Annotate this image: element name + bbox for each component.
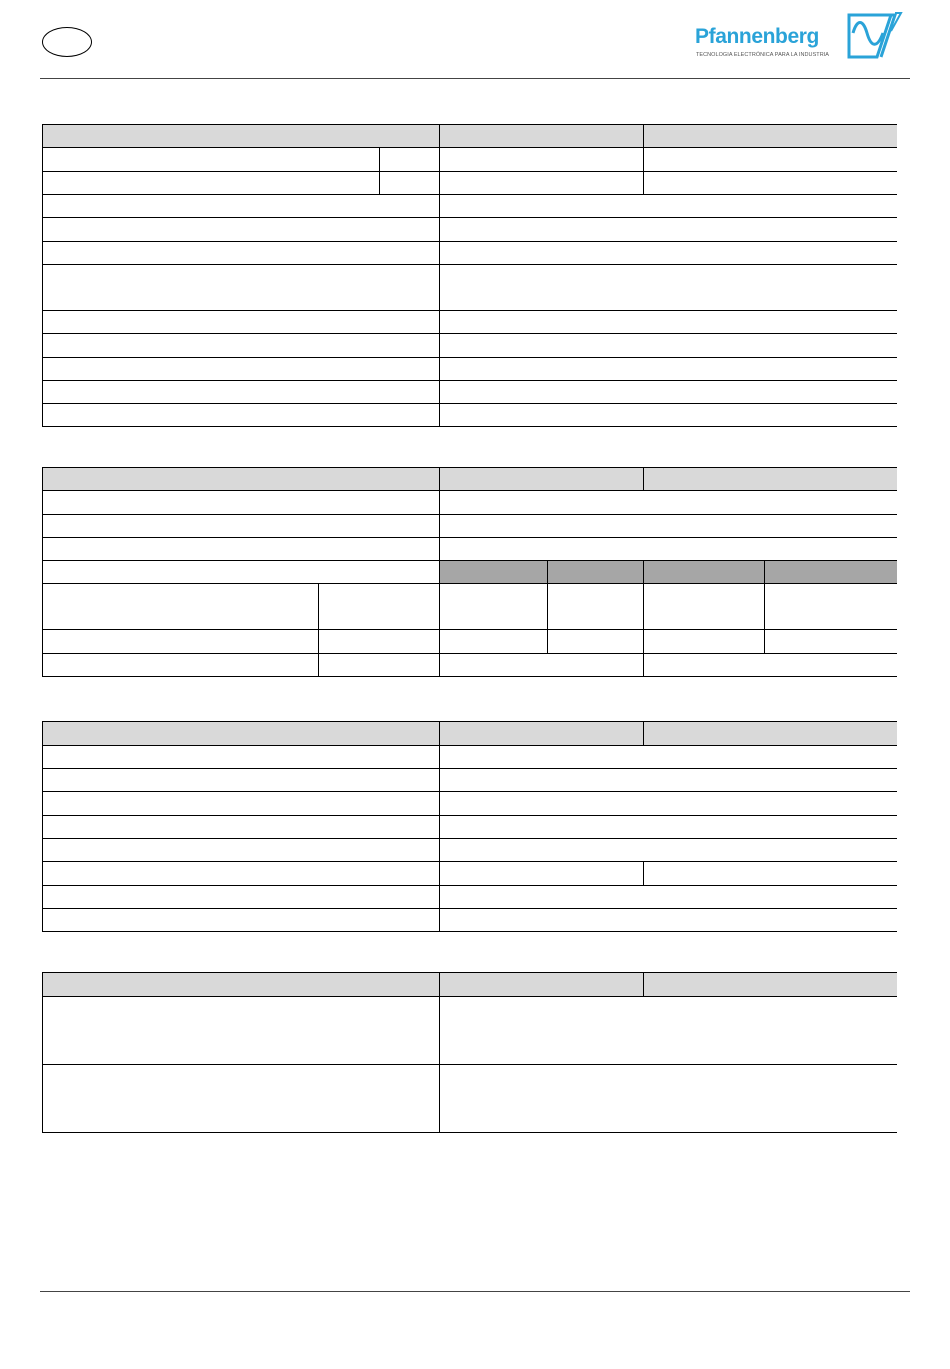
label-cell [43,792,440,816]
value-cell [548,630,644,654]
value-cell [440,148,644,172]
value-cell [440,491,897,515]
table-1 [42,124,897,427]
logo-wordmark: Pfannenberg [695,25,819,48]
label-cell [43,746,440,769]
value-cell [440,172,644,195]
subheader-cell [765,561,897,584]
header-cell [644,125,897,148]
label-cell [43,311,440,334]
label-cell [43,1065,440,1132]
label-cell [43,265,440,311]
label-cell [43,381,440,404]
value-cell [440,816,897,839]
value-cell [440,862,644,886]
label-cell [319,630,440,654]
header-cell [440,973,644,997]
label-cell [43,909,440,931]
label-cell [43,358,440,381]
label-cell [43,630,319,654]
value-cell [440,746,897,769]
unit-cell [380,172,440,195]
value-cell [440,195,897,218]
value-cell [644,862,897,886]
label-cell [319,654,440,676]
label-cell [43,839,440,862]
label-cell [43,172,380,195]
header-cell [440,722,644,746]
header-cell [644,468,897,491]
subheader-cell [644,561,765,584]
label-cell [43,886,440,909]
value-cell [440,311,897,334]
header-cell [644,722,897,746]
value-cell [440,381,897,404]
label-cell [43,491,440,515]
subheader-cell [548,561,644,584]
label-cell [43,584,319,630]
header-divider [40,78,910,79]
pfannenberg-logo [695,8,910,64]
value-cell [440,1065,897,1132]
label-cell [43,538,440,561]
label-cell [43,515,440,538]
value-cell [440,358,897,381]
label-cell [43,242,440,265]
value-cell [644,584,765,630]
value-cell [644,630,765,654]
value-cell [440,886,897,909]
label-cell [43,769,440,792]
value-cell [440,630,548,654]
header-cell [440,125,644,148]
label-cell [43,195,440,218]
value-cell [440,769,897,792]
header-cell [43,973,440,997]
wave-logo-icon [847,11,903,59]
header-cell [644,973,897,997]
table-3 [42,721,897,932]
label-cell [43,997,440,1065]
value-cell [644,654,897,676]
value-cell [548,584,644,630]
value-cell [440,242,897,265]
value-cell [644,172,897,195]
language-badge [42,27,92,57]
header-cell [440,468,644,491]
value-cell [644,148,897,172]
label-cell [43,654,319,676]
label-cell [43,404,440,426]
label-cell [43,218,440,242]
header-cell [43,468,440,491]
label-cell [43,334,440,358]
value-cell [765,584,897,630]
label-cell [43,816,440,839]
value-cell [440,997,897,1065]
logo-tagline: TECNOLOGIA ELECTRÓNICA PARA LA INDUSTRIA [696,52,830,58]
value-cell [440,515,897,538]
value-cell [440,909,897,931]
unit-cell [380,148,440,172]
footer-divider [40,1291,910,1292]
table-2 [42,467,897,677]
value-cell [440,839,897,862]
value-cell [440,654,644,676]
value-cell [440,792,897,816]
label-cell [43,862,440,886]
value-cell [440,334,897,358]
label-cell [43,148,380,172]
label-cell [319,584,440,630]
value-cell [440,218,897,242]
subheader-cell [440,561,548,584]
header-cell [43,125,440,148]
label-cell [43,561,440,584]
value-cell [440,265,897,311]
table-4 [42,972,897,1133]
value-cell [440,538,897,561]
value-cell [765,630,897,654]
value-cell [440,584,548,630]
value-cell [440,404,897,426]
header-cell [43,722,440,746]
